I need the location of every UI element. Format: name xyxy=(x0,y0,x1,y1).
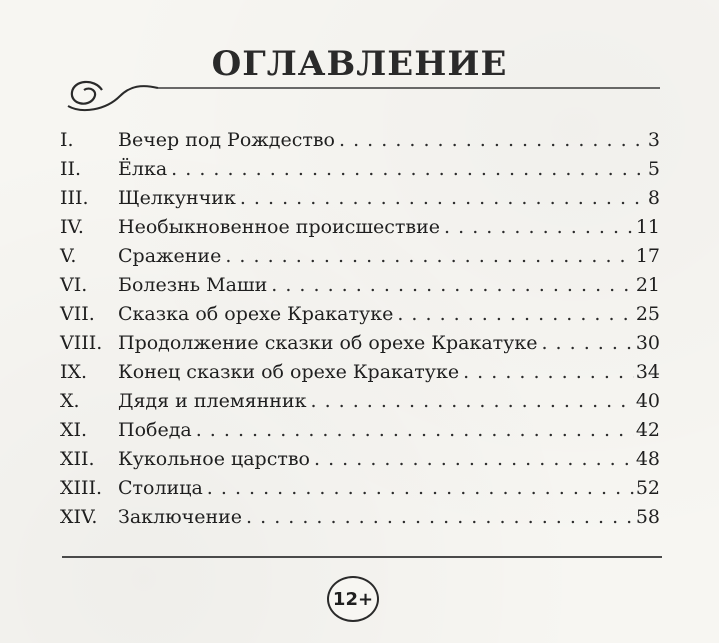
toc-entry xyxy=(60,474,660,503)
toc-entry xyxy=(60,503,660,532)
chapter-title: Конец сказки об орехе Кракатуке xyxy=(118,361,460,383)
toc-entry xyxy=(60,184,660,213)
chapter-number: IV. xyxy=(60,216,84,238)
chapter-title: Продолжение сказки об орехе Кракатуке xyxy=(118,332,538,354)
dot-leader xyxy=(225,242,633,271)
page-number: 11 xyxy=(635,216,660,238)
toc-entry xyxy=(60,155,660,184)
dot-leader xyxy=(444,213,634,242)
chapter-number: II. xyxy=(60,158,82,180)
toc-entry xyxy=(60,213,660,242)
chapter-title: Кукольное царство xyxy=(118,448,310,470)
chapter-title: Ёлка xyxy=(118,158,168,180)
chapter-title: Победа xyxy=(118,419,192,441)
dot-leader xyxy=(463,358,634,387)
dot-leader xyxy=(397,300,633,329)
chapter-title: Необыкновенное происшествие xyxy=(118,216,441,238)
toc-entry xyxy=(60,329,660,358)
page-number: 8 xyxy=(647,187,660,209)
chapter-number: III. xyxy=(60,187,89,209)
page-title: ОГЛАВЛЕНИЕ xyxy=(211,44,508,84)
page-number: 40 xyxy=(635,390,660,412)
page-number: 5 xyxy=(647,158,660,180)
dot-leader xyxy=(196,416,634,445)
bottom-divider xyxy=(62,556,662,558)
dot-leader xyxy=(271,271,634,300)
chapter-number: XIII. xyxy=(60,477,103,499)
chapter-title: Вечер под Рождество xyxy=(118,129,335,151)
toc-entry xyxy=(60,387,660,416)
page-number: 25 xyxy=(635,303,660,325)
table-of-contents xyxy=(60,126,660,532)
swirl-ornament-icon xyxy=(62,76,662,116)
page-number: 52 xyxy=(635,477,660,499)
page-number: 58 xyxy=(635,506,660,528)
chapter-number: XI. xyxy=(60,419,88,441)
chapter-title: Сказка об орехе Кракатуке xyxy=(118,303,394,325)
chapter-number: XIV. xyxy=(60,506,98,528)
chapter-number: IX. xyxy=(60,361,88,383)
dot-leader xyxy=(314,445,634,474)
chapter-number: VI. xyxy=(60,274,88,296)
chapter-number: X. xyxy=(60,390,80,412)
toc-entry xyxy=(60,416,660,445)
chapter-number: VIII. xyxy=(60,332,103,354)
dot-leader xyxy=(310,387,633,416)
dot-leader xyxy=(171,155,646,184)
chapter-title: Сражение xyxy=(118,245,222,267)
chapter-number: VII. xyxy=(60,303,95,325)
chapter-number: V. xyxy=(60,245,77,267)
toc-entry xyxy=(60,445,660,474)
dot-leader xyxy=(246,503,634,532)
toc-entry xyxy=(60,242,660,271)
page-number: 3 xyxy=(647,129,660,151)
toc-entry xyxy=(60,271,660,300)
chapter-title: Дядя и племянник xyxy=(118,390,307,412)
page-number: 30 xyxy=(635,332,660,354)
page-number: 21 xyxy=(635,274,660,296)
toc-entry xyxy=(60,126,660,155)
chapter-number: XII. xyxy=(60,448,95,470)
chapter-title: Заключение xyxy=(118,506,243,528)
dot-leader xyxy=(207,474,634,503)
toc-entry xyxy=(60,300,660,329)
page-number: 48 xyxy=(635,448,660,470)
age-rating-badge: 12+ xyxy=(327,576,379,622)
chapter-title: Столица xyxy=(118,477,203,499)
chapter-title: Болезнь Маши xyxy=(118,274,268,296)
dot-leader xyxy=(541,329,633,358)
dot-leader xyxy=(240,184,646,213)
page-number: 34 xyxy=(635,361,660,383)
page-number: 42 xyxy=(635,419,660,441)
chapter-title: Щелкунчик xyxy=(118,187,236,209)
page-number: 17 xyxy=(635,245,660,267)
toc-entry xyxy=(60,358,660,387)
chapter-number: I. xyxy=(60,129,74,151)
dot-leader xyxy=(339,126,646,155)
